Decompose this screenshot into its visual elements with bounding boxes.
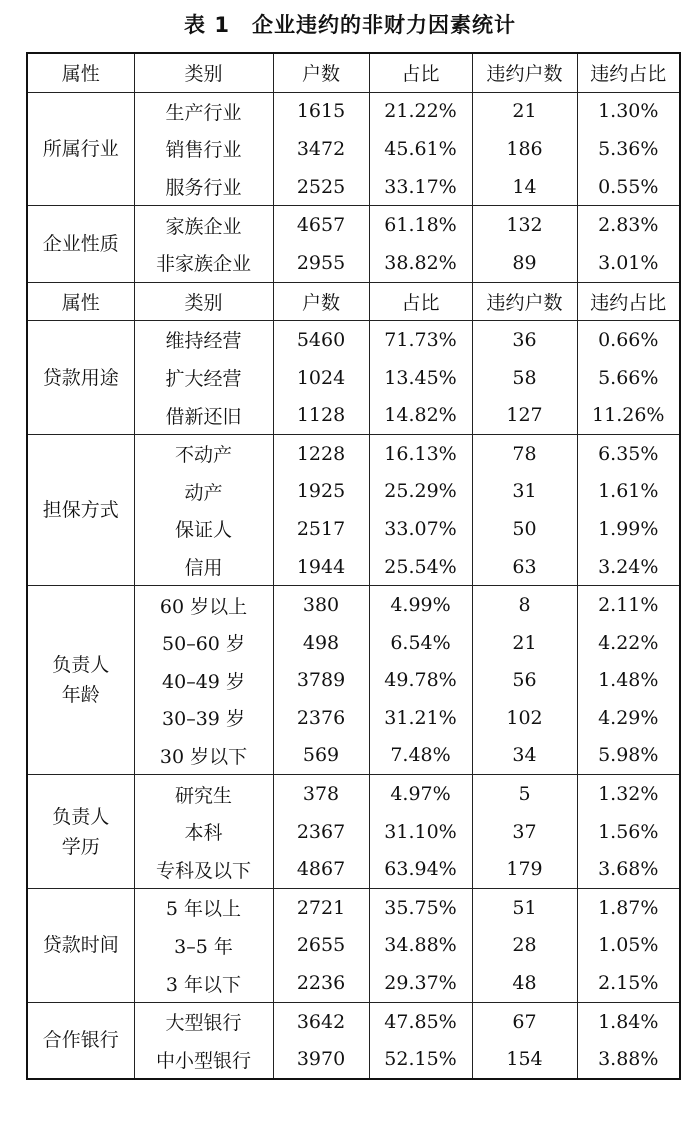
attribute-cell [27, 206, 134, 282]
share-cell: 49.78% [369, 662, 472, 700]
attribute-label: 担保方式 [42, 499, 119, 522]
default-share-cell: 1.84% [577, 1002, 680, 1040]
category-cell: 信用 [134, 548, 273, 586]
share-cell: 71.73% [369, 321, 472, 359]
attribute-cell [27, 321, 134, 435]
default-share-cell: 1.48% [577, 662, 680, 700]
header-share: 占比 [369, 53, 472, 92]
default-share-cell: 3.01% [577, 244, 680, 282]
default-count-cell: 31 [472, 473, 577, 511]
count-cell: 2517 [273, 510, 369, 548]
default-count-cell: 89 [472, 244, 577, 282]
default-count-cell: 51 [472, 889, 577, 927]
category-cell: 大型银行 [134, 1002, 273, 1040]
attribute-label: 贷款时间 [42, 934, 119, 957]
share-cell: 38.82% [369, 244, 472, 282]
default-share-cell: 1.61% [577, 473, 680, 511]
category-cell: 服务行业 [134, 168, 273, 206]
default-share-cell: 5.98% [577, 737, 680, 775]
default-share-cell: 1.87% [577, 889, 680, 927]
default-count-cell: 127 [472, 396, 577, 434]
attribute-cell [27, 92, 134, 206]
attribute-label: 所属行业 [42, 137, 119, 160]
count-cell: 1944 [273, 548, 369, 586]
category-cell: 保证人 [134, 510, 273, 548]
count-cell: 1925 [273, 473, 369, 511]
share-cell: 33.07% [369, 510, 472, 548]
header-count: 户数 [273, 53, 369, 92]
default-count-cell: 186 [472, 130, 577, 168]
count-cell: 4867 [273, 850, 369, 888]
share-cell: 33.17% [369, 168, 472, 206]
table-row [27, 889, 680, 927]
header-attr: 属性 [27, 53, 134, 92]
default-share-cell: 3.88% [577, 1040, 680, 1079]
share-cell: 21.22% [369, 92, 472, 130]
default-count-cell: 132 [472, 206, 577, 244]
category-cell: 动产 [134, 473, 273, 511]
category-cell: 5 年以上 [134, 889, 273, 927]
count-cell: 1128 [273, 396, 369, 434]
count-cell: 3970 [273, 1040, 369, 1079]
share-cell: 13.45% [369, 359, 472, 397]
share-cell: 63.94% [369, 850, 472, 888]
header-row [27, 282, 680, 321]
default-count-cell: 5 [472, 775, 577, 813]
default-count-cell: 67 [472, 1002, 577, 1040]
nonfinancial-factors-table [26, 52, 681, 1080]
count-cell: 380 [273, 586, 369, 624]
default-count-cell: 36 [472, 321, 577, 359]
attribute-cell [27, 775, 134, 889]
attribute-label: 负责人 [52, 805, 110, 828]
count-cell: 2721 [273, 889, 369, 927]
default-count-cell: 58 [472, 359, 577, 397]
category-cell: 30–39 岁 [134, 699, 273, 737]
default-share-cell: 1.05% [577, 927, 680, 965]
default-share-cell: 1.99% [577, 510, 680, 548]
default-share-cell: 4.29% [577, 699, 680, 737]
count-cell: 378 [273, 775, 369, 813]
default-share-cell: 3.68% [577, 850, 680, 888]
header-default-count: 违约户数 [472, 53, 577, 92]
category-cell: 不动产 [134, 434, 273, 472]
default-share-cell: 1.30% [577, 92, 680, 130]
default-count-cell: 48 [472, 964, 577, 1002]
table-row [27, 586, 680, 624]
count-cell: 3789 [273, 662, 369, 700]
table-row [27, 1002, 680, 1040]
category-cell: 非家族企业 [134, 244, 273, 282]
header-attr: 属性 [27, 282, 134, 321]
attribute-cell [27, 434, 134, 585]
default-count-cell: 14 [472, 168, 577, 206]
category-cell: 中小型银行 [134, 1040, 273, 1079]
share-cell: 7.48% [369, 737, 472, 775]
count-cell: 569 [273, 737, 369, 775]
attribute-label: 企业性质 [42, 232, 119, 255]
default-count-cell: 78 [472, 434, 577, 472]
attribute-cell [27, 1002, 134, 1079]
share-cell: 47.85% [369, 1002, 472, 1040]
share-cell: 14.82% [369, 396, 472, 434]
default-count-cell: 28 [472, 927, 577, 965]
default-share-cell: 11.26% [577, 396, 680, 434]
count-cell: 2525 [273, 168, 369, 206]
share-cell: 31.10% [369, 813, 472, 851]
default-share-cell: 2.11% [577, 586, 680, 624]
count-cell: 4657 [273, 206, 369, 244]
table-caption: 表 1 企业违约的非财力因素统计 [184, 13, 516, 37]
category-cell: 30 岁以下 [134, 737, 273, 775]
category-cell: 销售行业 [134, 130, 273, 168]
header-count: 户数 [273, 282, 369, 321]
table-row [27, 206, 680, 244]
default-share-cell: 5.66% [577, 359, 680, 397]
attribute-label: 合作银行 [42, 1029, 119, 1052]
share-cell: 16.13% [369, 434, 472, 472]
count-cell: 5460 [273, 321, 369, 359]
default-count-cell: 63 [472, 548, 577, 586]
header-default-share: 违约占比 [577, 53, 680, 92]
category-cell: 生产行业 [134, 92, 273, 130]
attribute-label: 负责人 [52, 654, 110, 677]
attribute-label: 贷款用途 [42, 366, 119, 389]
table-body [27, 53, 680, 1079]
count-cell: 498 [273, 624, 369, 662]
header-row [27, 53, 680, 92]
share-cell: 61.18% [369, 206, 472, 244]
count-cell: 1024 [273, 359, 369, 397]
table-row [27, 775, 680, 813]
table-row [27, 92, 680, 130]
attribute-cell [27, 889, 134, 1003]
default-share-cell: 6.35% [577, 434, 680, 472]
header-default-share: 违约占比 [577, 282, 680, 321]
default-share-cell: 3.24% [577, 548, 680, 586]
share-cell: 6.54% [369, 624, 472, 662]
default-count-cell: 8 [472, 586, 577, 624]
category-cell: 扩大经营 [134, 359, 273, 397]
category-cell: 家族企业 [134, 206, 273, 244]
count-cell: 2376 [273, 699, 369, 737]
category-cell: 3–5 年 [134, 927, 273, 965]
category-cell: 研究生 [134, 775, 273, 813]
category-cell: 60 岁以上 [134, 586, 273, 624]
default-count-cell: 34 [472, 737, 577, 775]
default-count-cell: 56 [472, 662, 577, 700]
default-count-cell: 50 [472, 510, 577, 548]
table-row [27, 321, 680, 359]
header-default-count: 违约户数 [472, 282, 577, 321]
category-cell: 3 年以下 [134, 964, 273, 1002]
default-count-cell: 37 [472, 813, 577, 851]
category-cell: 40–49 岁 [134, 662, 273, 700]
category-cell: 50–60 岁 [134, 624, 273, 662]
default-share-cell: 5.36% [577, 130, 680, 168]
default-count-cell: 21 [472, 624, 577, 662]
share-cell: 35.75% [369, 889, 472, 927]
default-share-cell: 2.83% [577, 206, 680, 244]
default-count-cell: 179 [472, 850, 577, 888]
count-cell: 2655 [273, 927, 369, 965]
count-cell: 1615 [273, 92, 369, 130]
category-cell: 维持经营 [134, 321, 273, 359]
share-cell: 4.97% [369, 775, 472, 813]
count-cell: 3642 [273, 1002, 369, 1040]
default-count-cell: 154 [472, 1040, 577, 1079]
count-cell: 3472 [273, 130, 369, 168]
default-share-cell: 1.56% [577, 813, 680, 851]
default-share-cell: 0.66% [577, 321, 680, 359]
share-cell: 29.37% [369, 964, 472, 1002]
count-cell: 2367 [273, 813, 369, 851]
default-share-cell: 4.22% [577, 624, 680, 662]
category-cell: 本科 [134, 813, 273, 851]
attribute-cell [27, 586, 134, 775]
count-cell: 2236 [273, 964, 369, 1002]
share-cell: 34.88% [369, 927, 472, 965]
share-cell: 4.99% [369, 586, 472, 624]
default-count-cell: 21 [472, 92, 577, 130]
default-share-cell: 1.32% [577, 775, 680, 813]
category-cell: 借新还旧 [134, 396, 273, 434]
share-cell: 31.21% [369, 699, 472, 737]
header-share: 占比 [369, 282, 472, 321]
attribute-label: 学历 [61, 835, 100, 858]
share-cell: 25.54% [369, 548, 472, 586]
count-cell: 2955 [273, 244, 369, 282]
header-category: 类别 [134, 53, 273, 92]
default-count-cell: 102 [472, 699, 577, 737]
category-cell: 专科及以下 [134, 850, 273, 888]
default-share-cell: 0.55% [577, 168, 680, 206]
share-cell: 45.61% [369, 130, 472, 168]
count-cell: 1228 [273, 434, 369, 472]
share-cell: 52.15% [369, 1040, 472, 1079]
header-category: 类别 [134, 282, 273, 321]
table-row [27, 434, 680, 472]
share-cell: 25.29% [369, 473, 472, 511]
default-share-cell: 2.15% [577, 964, 680, 1002]
attribute-label: 年龄 [61, 684, 100, 707]
